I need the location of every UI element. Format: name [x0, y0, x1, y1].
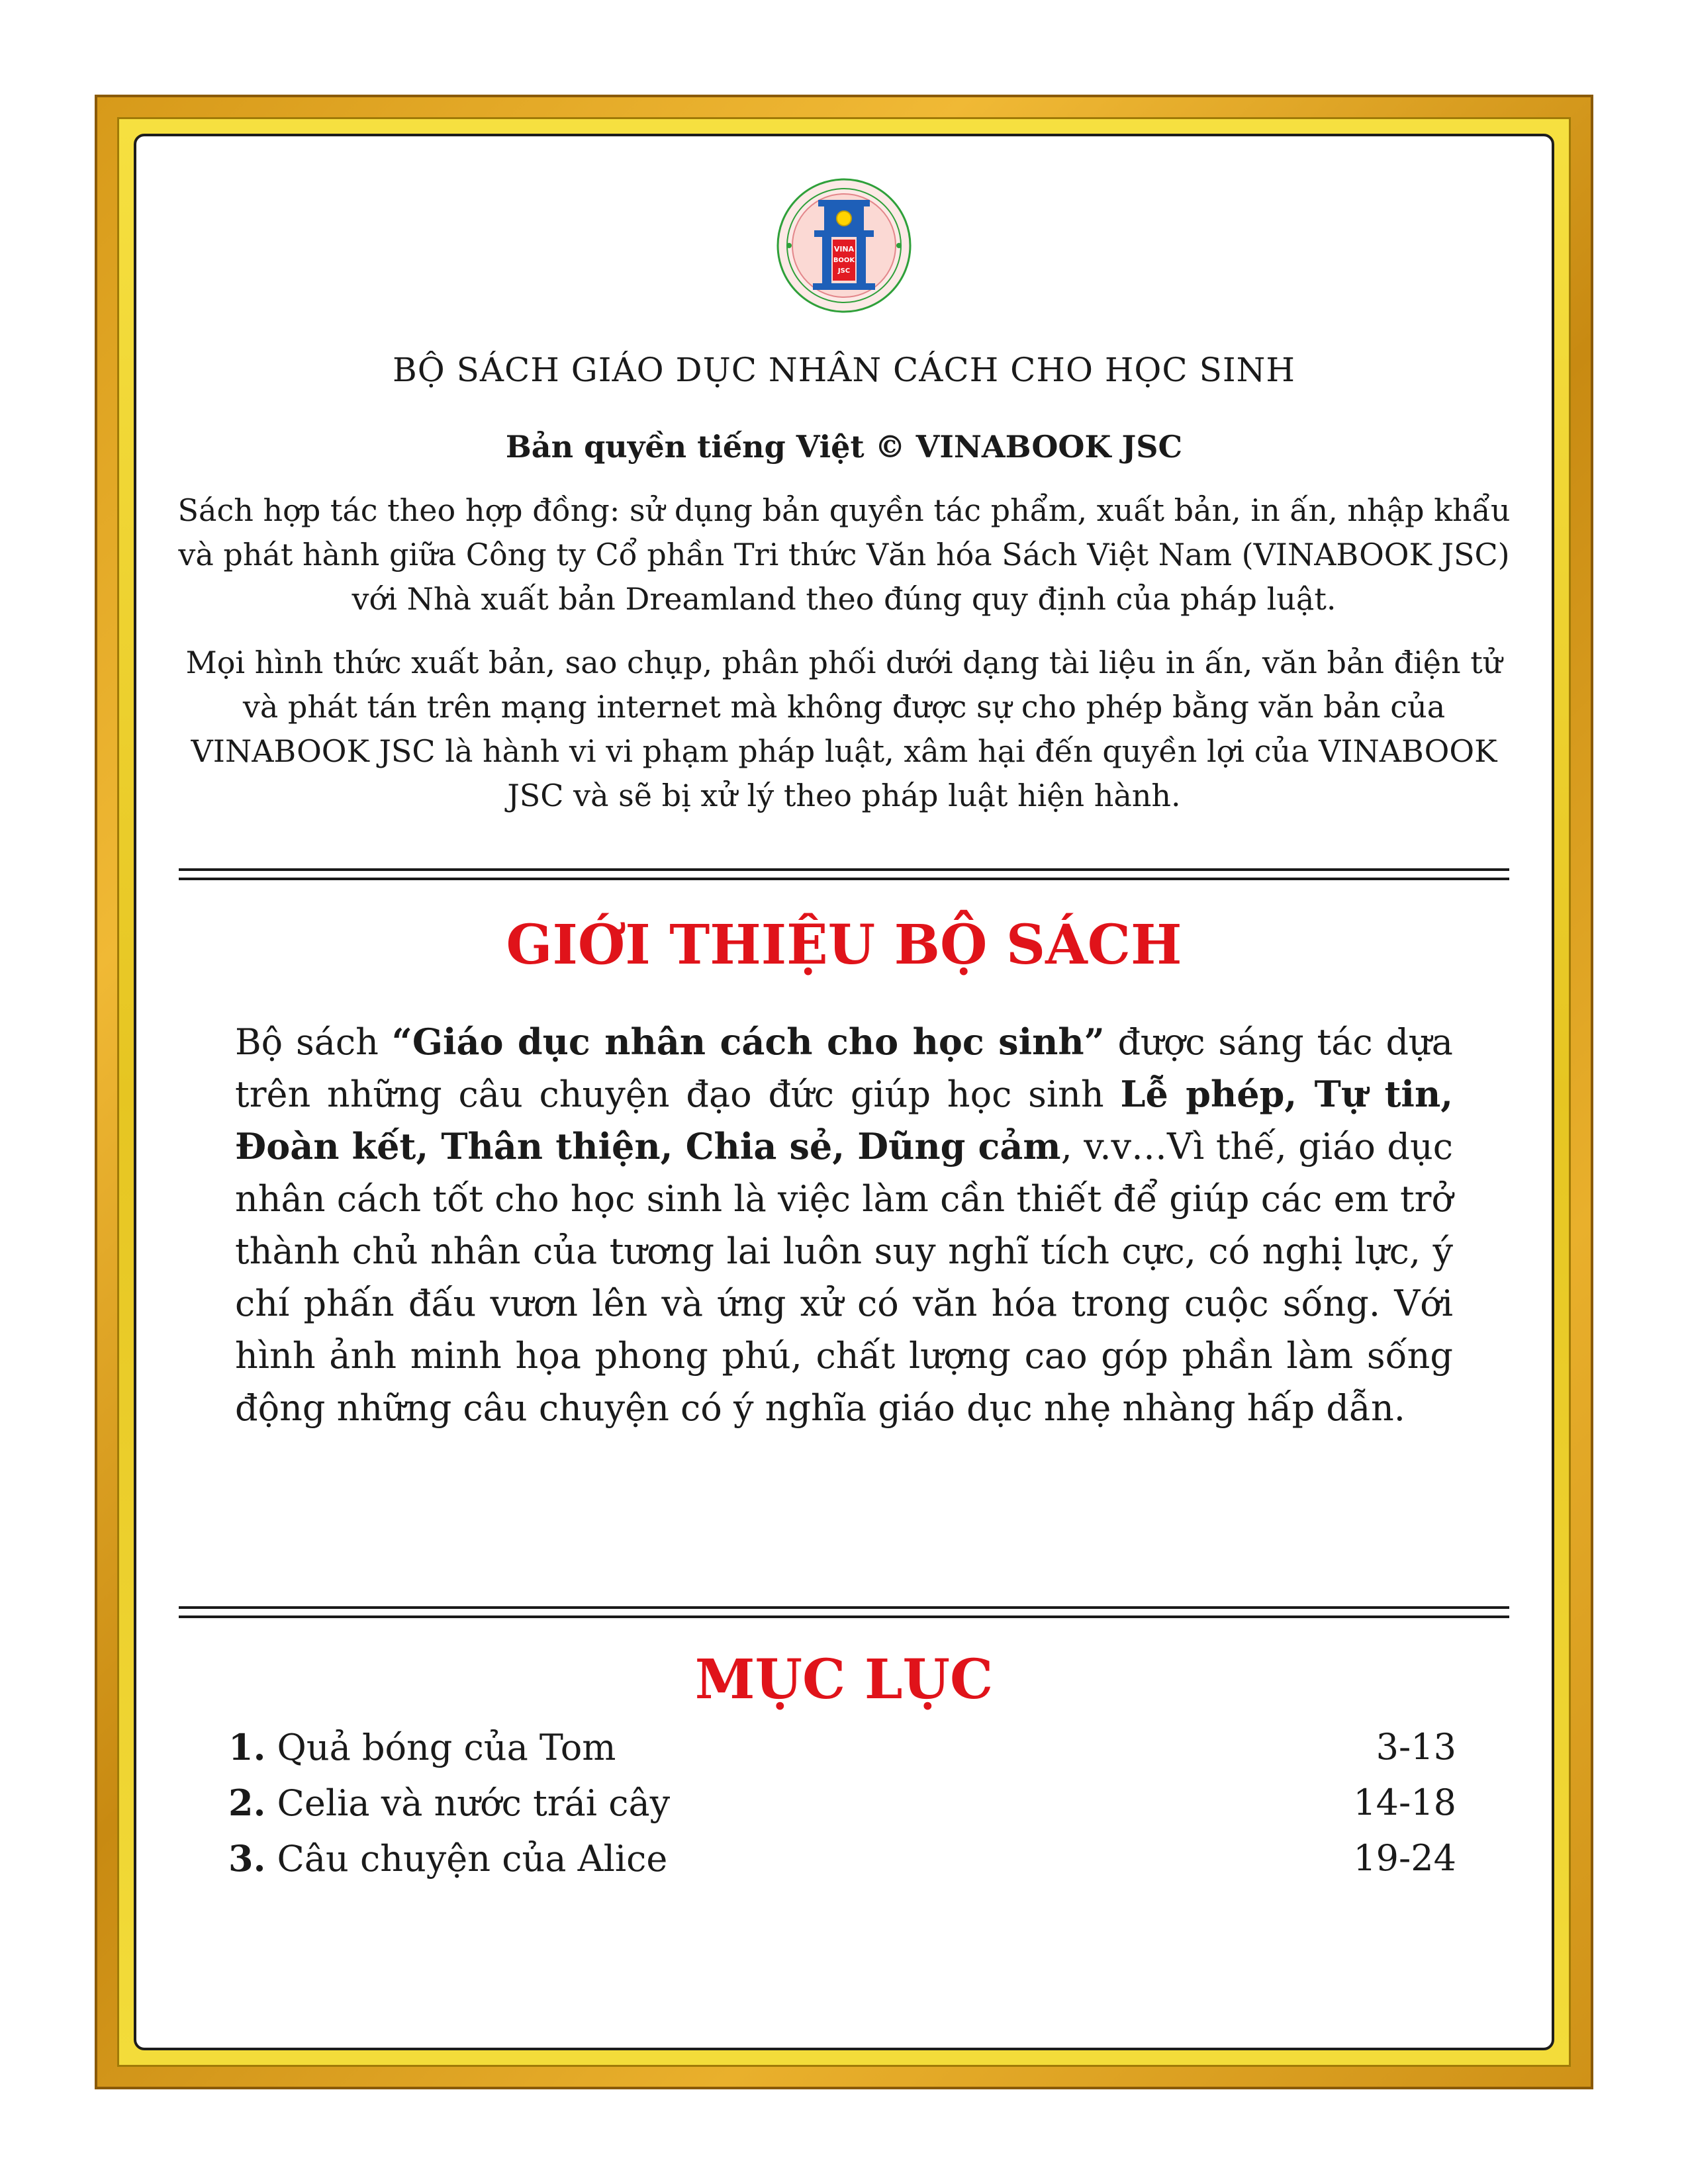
intro-text: được sáng tác dựa trên những câu chuyện đạo đức giúp học sinh: [235, 1021, 1453, 1115]
vinabook-logo: [761, 176, 927, 315]
toc-item-number: 3.: [228, 1837, 266, 1880]
intro-paragraph: [235, 1016, 1453, 1434]
intro-text: Bộ sách: [235, 1021, 392, 1063]
toc-item-pages: 3-13: [1376, 1726, 1456, 1768]
toc-item[interactable]: [228, 1831, 1456, 1886]
toc-item-pages: 19-24: [1353, 1837, 1456, 1879]
double-rule-divider: [179, 1606, 1509, 1621]
toc-item[interactable]: [228, 1719, 1456, 1775]
toc-item-title: Celia và nước trái cây: [277, 1782, 671, 1824]
double-rule-divider: [179, 868, 1509, 883]
logo-text-bottom: JSC: [837, 267, 851, 275]
copyright-line: Bản quyền tiếng Việt © VINABOOK JSC: [505, 429, 1183, 465]
intro-bold-title: “Giáo dục nhân cách cho học sinh”: [391, 1021, 1105, 1063]
logo-text-top: VINA: [833, 245, 855, 253]
table-of-contents: [228, 1719, 1456, 1886]
toc-item-number: 2.: [228, 1782, 266, 1824]
toc-item-title: Quả bóng của Tom: [277, 1727, 616, 1768]
intro-heading: GIỚI THIỆU BỘ SÁCH: [506, 913, 1182, 977]
toc-item-pages: 14-18: [1353, 1782, 1456, 1823]
series-title: BỘ SÁCH GIÁO DỤC NHÂN CÁCH CHO HỌC SINH: [393, 351, 1295, 389]
toc-heading: MỤC LỤC: [694, 1648, 994, 1711]
toc-item[interactable]: [228, 1775, 1456, 1831]
legal-warning-paragraph: Mọi hình thức xuất bản, sao chụp, phân phối dưới dạng tài liệu in ấn, văn bản điện tử và phát tán trên mạng internet mà không được sự cho phép bằng văn bản của VINABOOK JSC là hành vi vi phạm pháp luật, xâm hại đến quyền lợi của VINABOOK JSC và sẽ bị xử lý theo pháp luật hiện hành.: [185, 645, 1503, 813]
toc-item-number: 1.: [228, 1726, 266, 1768]
logo-text-mid: BOOK: [833, 257, 855, 264]
intro-bold-virtues: Lễ phép, Tự tin, Đoàn kết, Thân thiện, Chia sẻ, Dũng cảm: [235, 1073, 1453, 1167]
contract-paragraph: Sách hợp tác theo hợp đồng: sử dụng bản quyền tác phẩm, xuất bản, in ấn, nhập khẩu và phát hành giữa Công ty Cổ phần Tri thức Văn hóa Sách Việt Nam (VINABOOK JSC) với Nhà xuất bản Dreamland theo đúng quy định của pháp luật.: [177, 492, 1511, 617]
toc-item-title: Câu chuyện của Alice: [277, 1838, 668, 1880]
intro-text: , v.v…Vì thế, giáo dục nhân cách tốt cho học sinh là việc làm cần thiết để giúp các em trở thành chủ nhân của tương lai luôn suy nghĩ tích cực, có nghị lực, ý chí phấn đấu vươn lên và ứng xử có văn hóa trong cuộc sống. Với hình ảnh minh họa phong phú, chất lượng cao góp phần làm sống động những câu chuyện có ý nghĩa giáo dục nhẹ nhàng hấp dẫn.: [235, 1126, 1453, 1429]
